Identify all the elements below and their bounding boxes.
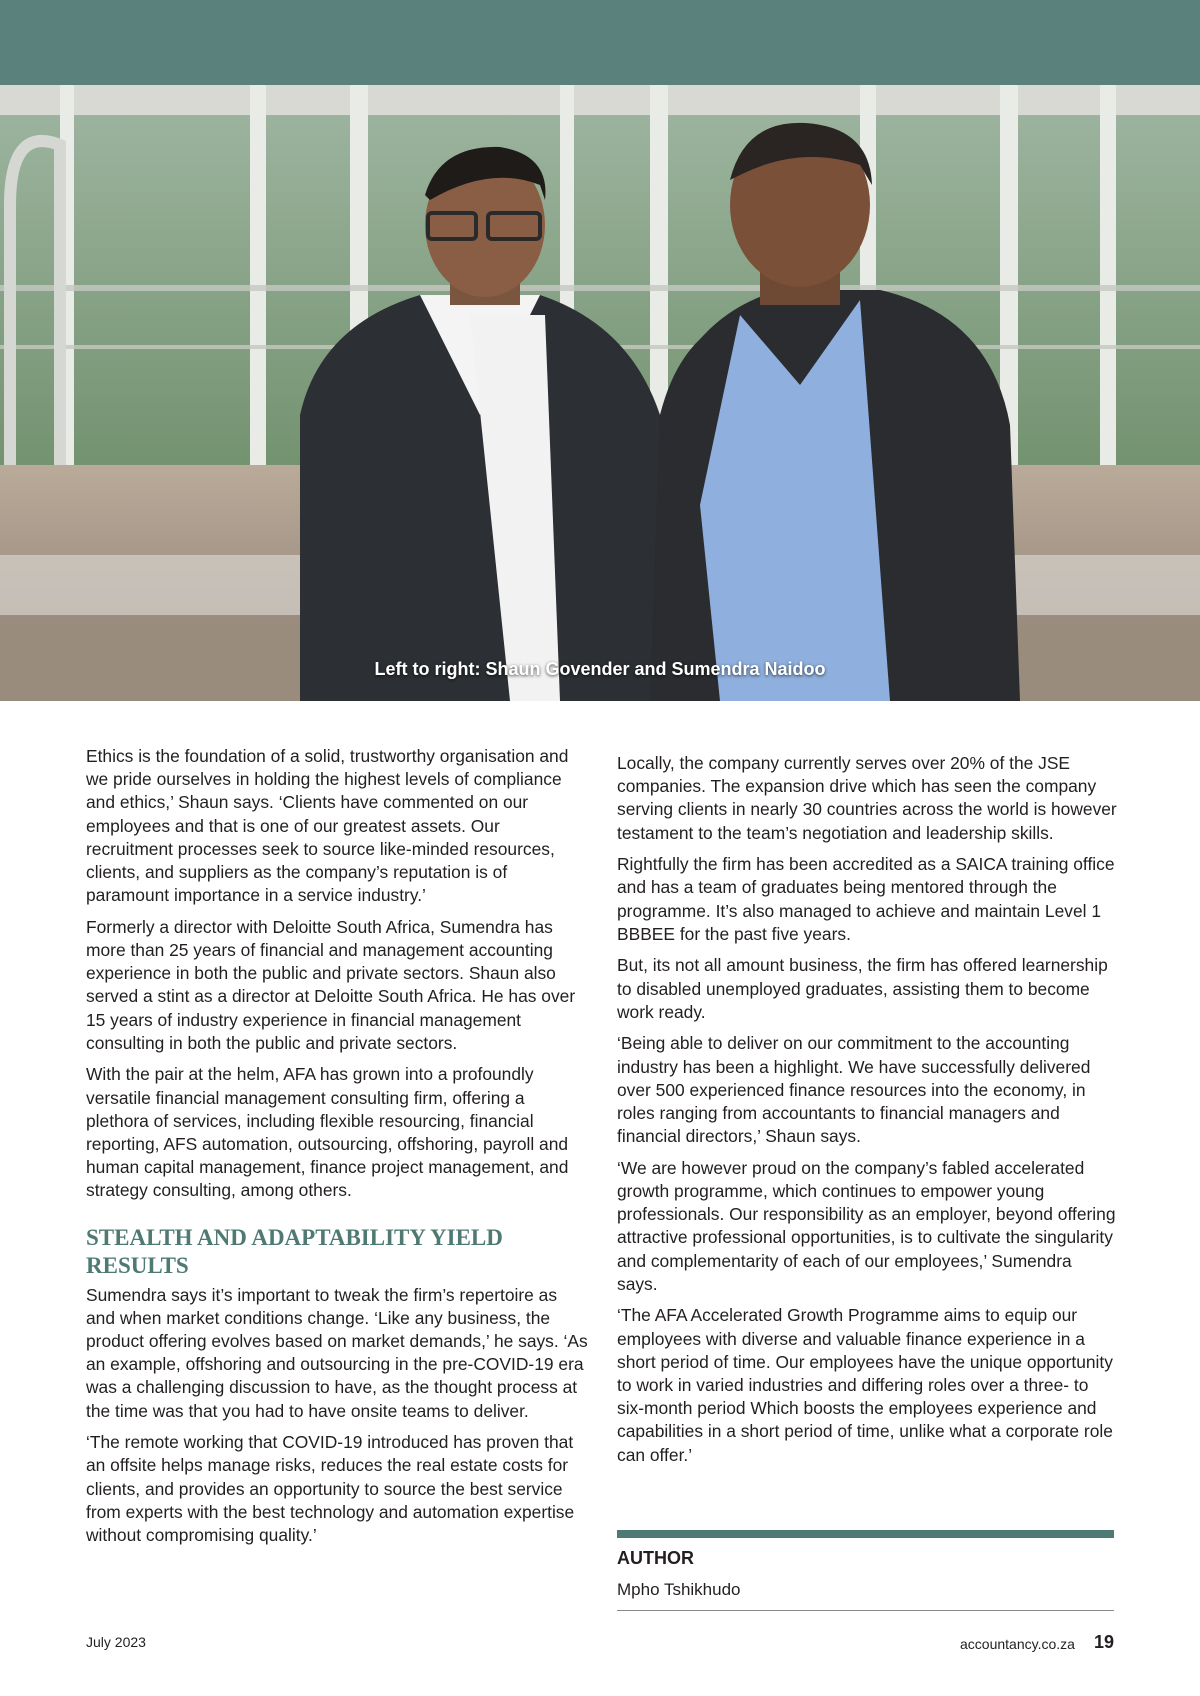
paragraph: ‘We are however proud on the company’s fabled accelerated growth programme, which continues to empower young professionals. Our responsibility as an employer, beyond offering attractive professional opportunities, is to cultivate the singularity and complementarity of each of our employees,’ Sumendra says. (617, 1157, 1116, 1294)
footer-date: July 2023 (86, 1634, 146, 1650)
photo-two-men-in-suits (0, 85, 1200, 701)
footer-site: accountancy.co.za (960, 1636, 1075, 1652)
paragraph: Locally, the company currently serves over 20% of the JSE companies. The expansion drive which has seen the company serving clients in nearly 30 countries across the world is however testament to the team’s negotiation and leadership skills. (617, 753, 1117, 843)
paragraph: Ethics is the foundation of a solid, trustworthy organisation and we pride ourselves in holding the highest levels of compliance and ethics,’ Shaun says. ‘Clients have commented on our employees and that is one of our greatest assets. Our recruitment processes seek to source like-minded resources, clients, and suppliers as the company’s reputation is of paramount importance in a service industry.’ (86, 746, 569, 906)
paragraph: ‘Being able to deliver on our commitment to the accounting industry has been a highlight. We have successfully delivered over 500 experienced finance resources into the economy, in roles ranging from accountants to financial managers and financial directors,’ Shaun says. (617, 1033, 1091, 1147)
author-name: Mpho Tshikhudo (617, 1580, 741, 1599)
paragraph: ‘The remote working that COVID-19 introduced has proven that an offsite helps manage risks, reduces the real estate costs for clients, and provides an opportunity to source the best service from experts with the best technology and automation expertise without compromising quality.’ (86, 1432, 575, 1546)
paragraph: Rightfully the firm has been accredited as a SAICA training office and has a team of graduates being mentored through the programme. It’s also managed to achieve and maintain Level 1 BBBEE for the past five years. (617, 854, 1115, 944)
article-photo (0, 85, 1200, 701)
author-rule (617, 1610, 1114, 1611)
paragraph: Sumendra says it’s important to tweak the firm’s repertoire as and when market conditions change. ‘Like any business, the product offering evolves based on market demands,’ he says. ‘As an example, offshoring and outsourcing in the pre-COVID-19 era was a challenging discussion to have, as the thought process at the time was that you had to have onsite teams to deliver. (86, 1284, 588, 1421)
paragraph: With the pair at the helm, AFA has grown into a profoundly versatile financial management consulting firm, offering a plethora of services, including flexible resourcing, financial reporting, AFS automation, outsourcing, offshoring, payroll and human capital management, finance project management, and strategy consulting, among others. (86, 1064, 569, 1201)
author-label: AUTHOR (617, 1548, 694, 1568)
section-heading: STEALTH AND ADAPTABILITY YIELD RESULTS (86, 1224, 503, 1278)
author-divider (617, 1530, 1114, 1538)
page-number: 19 (1094, 1632, 1115, 1652)
paragraph: Formerly a director with Deloitte South Africa, Sumendra has more than 25 years of financial and management accounting experience in both the public and private sectors. Shaun also served a stint as a director at Deloitte South Africa. He has over 15 years of industry experience in financial management consulting in both the public and private sectors. (86, 916, 576, 1053)
paragraph: But, its not all amount business, the firm has offered learnership to disabled unemployed graduates, assisting them to become work ready. (617, 955, 1108, 1022)
paragraph: ‘The AFA Accelerated Growth Programme aims to equip our employees with diverse and valuable finance experience in a short period of time. Our employees have the unique opportunity to work in varied industries and differing roles over a three- to six-month period Which boosts the employees experience and capabilities in a short period of time, unlike what a corporate role can offer.’ (617, 1305, 1113, 1465)
right-column (617, 752, 1117, 1475)
photo-caption: Left to right: Shaun Govender and Sumendra Naidoo (374, 659, 826, 679)
header-color-band (0, 0, 1200, 85)
left-column (86, 745, 588, 1556)
